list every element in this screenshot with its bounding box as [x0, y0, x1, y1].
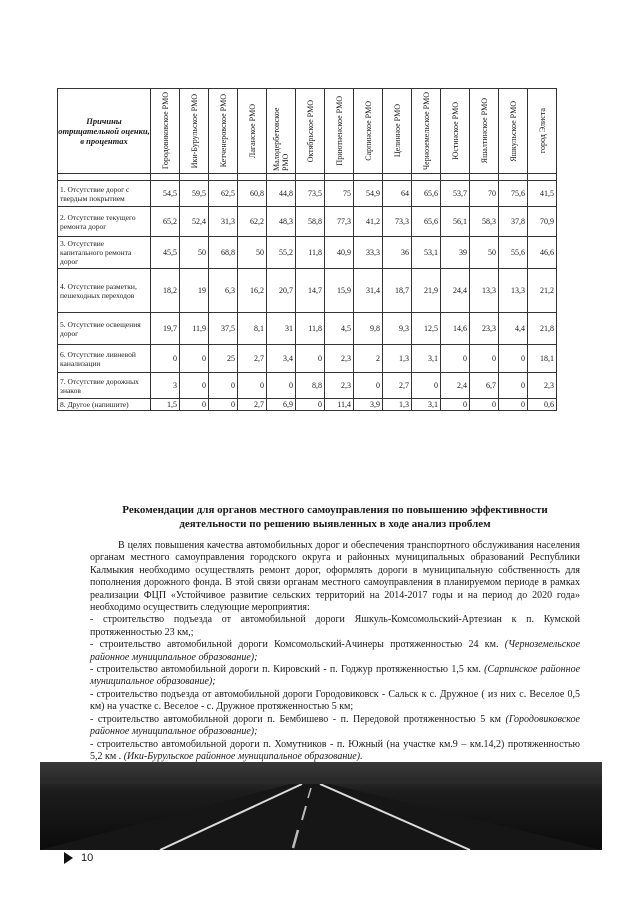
- value-cell: 0: [296, 345, 325, 373]
- municipality-header: [238, 89, 267, 174]
- value-cell: 56,1: [441, 207, 470, 237]
- value-cell: 53,7: [441, 181, 470, 207]
- value-cell: 77,3: [325, 207, 354, 237]
- value-cell: 11,8: [296, 313, 325, 345]
- recommendation-text: - строительство подъезда от автомобильной дороги Городовиковск - Сальск к с. Дружное ( из них с. Веселое 0,5 км) на участке с. Веселое - с. Дружное протяженностью 5 км;: [90, 688, 580, 713]
- value-cell: 0: [499, 399, 528, 411]
- recommendation-note: (Черноземельское районное муниципальное образование);: [90, 639, 581, 663]
- value-cell: 33,3: [354, 237, 383, 269]
- value-cell: 3: [151, 373, 180, 399]
- municipality-header: [499, 89, 528, 174]
- recommendation-item: [90, 664, 580, 689]
- value-cell: 68,8: [209, 237, 238, 269]
- value-cell: 54,5: [151, 181, 180, 207]
- value-cell: 21,2: [528, 269, 557, 313]
- value-cell: 4,4: [499, 313, 528, 345]
- value-cell: 41,5: [528, 181, 557, 207]
- municipality-header: [151, 89, 180, 174]
- value-cell: 31,4: [354, 269, 383, 313]
- value-cell: 6,3: [209, 269, 238, 313]
- value-cell: 0: [354, 373, 383, 399]
- recommendation-text: - строительство автомобильной дороги п. Бембишево - п. Передовой протяженностью 5 км: [90, 713, 501, 725]
- value-cell: 1,3: [383, 345, 412, 373]
- municipality-label: Черноземельское РМО: [421, 91, 431, 170]
- municipality-label: Яшкульское РМО: [508, 100, 518, 162]
- value-cell: 58,8: [296, 207, 325, 237]
- municipality-header: [325, 89, 354, 174]
- recommendation-item: [90, 739, 580, 764]
- value-cell: 70: [470, 181, 499, 207]
- table-row: [58, 269, 557, 313]
- municipality-label: Целинное РМО: [392, 104, 402, 158]
- municipality-label: Юстинское РМО: [450, 102, 460, 160]
- municipality-header: [296, 89, 325, 174]
- value-cell: 62,5: [209, 181, 238, 207]
- separator-cell: [238, 174, 267, 181]
- municipality-label: Октябрьское РМО: [305, 99, 315, 163]
- value-cell: 73,5: [296, 181, 325, 207]
- value-cell: 50: [180, 237, 209, 269]
- municipality-header: [528, 89, 557, 174]
- value-cell: 0: [499, 373, 528, 399]
- table-row: [58, 207, 557, 237]
- separator-cell: [180, 174, 209, 181]
- reason-cell: 6. Отсутствие ливневой канализации: [58, 345, 151, 373]
- value-cell: 2,3: [325, 373, 354, 399]
- value-cell: 6,7: [470, 373, 499, 399]
- value-cell: 39: [441, 237, 470, 269]
- recommendation-text: - строительство автомобильной дороги п. Кировский - п. Годжур протяженностью 1,5 км.: [90, 664, 481, 676]
- reason-cell: 3. Отсутствие капитального ремонта дорог: [58, 237, 151, 269]
- value-cell: 11,9: [180, 313, 209, 345]
- separator-cell: [412, 174, 441, 181]
- value-cell: 0: [470, 345, 499, 373]
- value-cell: 18,7: [383, 269, 412, 313]
- value-cell: 13,3: [470, 269, 499, 313]
- value-cell: 46,6: [528, 237, 557, 269]
- value-cell: 4,5: [325, 313, 354, 345]
- municipality-label: город Элиста: [537, 108, 547, 154]
- value-cell: 8,1: [238, 313, 267, 345]
- recommendations-title: Рекомендации для органов местного самоуправления по повышению эффективности деятельности по решению выявленных в ходе анализ проблем: [122, 504, 548, 530]
- recommendation-note: (Ики-Бурульское районное муниципальное образование).: [123, 750, 363, 762]
- table-corner-label: Причины отрицательной оценки, в процентах: [58, 89, 151, 174]
- value-cell: 13,3: [499, 269, 528, 313]
- value-cell: 0: [441, 399, 470, 411]
- municipality-label: Сарпинское РМО: [363, 101, 373, 161]
- value-cell: 3,9: [354, 399, 383, 411]
- value-cell: 31: [267, 313, 296, 345]
- recommendation-item: [90, 714, 580, 739]
- municipality-label: Яшалтинское РМО: [479, 98, 489, 164]
- municipality-header: [209, 89, 238, 174]
- municipality-header: [470, 89, 499, 174]
- recommendations-intro: В целях повышения качества автомобильных дорог и обеспечения транспортного обслуживания населения органам местного самоуправления городского округа и районных муниципальных образований Республики Калмыкия необходимо осуществлять ремонт дорог, оформлять дороги в муниципальную собственность для пополнения дорожного фонда. В этой связи органам местного самоуправления в планируемом периоде в рамках реализации ФЦП «Устойчивое развитие сельских территорий на 2014-2017 годы и на период до 2020 года» необходимо осуществить следующие мероприятия:: [90, 540, 580, 614]
- reason-cell: 7. Отсутствие дорожных знаков: [58, 373, 151, 399]
- value-cell: 11,8: [296, 237, 325, 269]
- value-cell: 54,9: [354, 181, 383, 207]
- survey-results-table: [57, 88, 557, 411]
- municipality-label: Ики-Бурульское РМО: [189, 93, 199, 169]
- value-cell: 59,5: [180, 181, 209, 207]
- value-cell: 3,1: [412, 399, 441, 411]
- separator-cell: [296, 174, 325, 181]
- value-cell: 75: [325, 181, 354, 207]
- value-cell: 19: [180, 269, 209, 313]
- separator-cell: [441, 174, 470, 181]
- value-cell: 6,9: [267, 399, 296, 411]
- value-cell: 70,9: [528, 207, 557, 237]
- value-cell: 55,2: [267, 237, 296, 269]
- road-photo-banner: [40, 762, 602, 850]
- value-cell: 14,6: [441, 313, 470, 345]
- value-cell: 12,5: [412, 313, 441, 345]
- value-cell: 65,6: [412, 207, 441, 237]
- value-cell: 40,9: [325, 237, 354, 269]
- value-cell: 2,7: [238, 345, 267, 373]
- table-row: [58, 399, 557, 411]
- value-cell: 18,2: [151, 269, 180, 313]
- value-cell: 25: [209, 345, 238, 373]
- value-cell: 62,2: [238, 207, 267, 237]
- value-cell: 21,9: [412, 269, 441, 313]
- value-cell: 31,3: [209, 207, 238, 237]
- value-cell: 0: [267, 373, 296, 399]
- value-cell: 58,3: [470, 207, 499, 237]
- municipality-label: Лаганское РМО: [247, 103, 257, 159]
- table-row: [58, 181, 557, 207]
- recommendations-body: [90, 540, 580, 763]
- value-cell: 50: [470, 237, 499, 269]
- recommendation-item: [90, 689, 580, 714]
- recommendation-item: [90, 639, 580, 664]
- value-cell: 53,1: [412, 237, 441, 269]
- table-row: [58, 345, 557, 373]
- value-cell: 75,6: [499, 181, 528, 207]
- value-cell: 0: [296, 399, 325, 411]
- value-cell: 50: [238, 237, 267, 269]
- value-cell: 0,6: [528, 399, 557, 411]
- page-number: 10: [81, 852, 94, 864]
- value-cell: 0: [180, 373, 209, 399]
- value-cell: 0: [499, 345, 528, 373]
- municipality-header: [180, 89, 209, 174]
- separator-cell: [528, 174, 557, 181]
- value-cell: 41,2: [354, 207, 383, 237]
- table-separator-row: [58, 174, 557, 181]
- value-cell: 0: [180, 345, 209, 373]
- recommendation-text: - строительство подъезда от автомобильной дороги Яшкуль-Комсомольский-Артезиан к п. Кумской протяженностью 23 км,;: [90, 614, 580, 638]
- municipality-label: Городовиковское РМО: [160, 92, 170, 170]
- reason-cell: 2. Отсутствие текущего ремонта дорог: [58, 207, 151, 237]
- road-photo: [40, 762, 602, 850]
- value-cell: 65,2: [151, 207, 180, 237]
- recommendation-text: - строительство автомобильной дороги Комсомольский-Ачинеры протяженностью 24 км.: [90, 639, 499, 651]
- value-cell: 64: [383, 181, 412, 207]
- value-cell: 0: [412, 373, 441, 399]
- separator-cell: [470, 174, 499, 181]
- value-cell: 36: [383, 237, 412, 269]
- value-cell: 8,8: [296, 373, 325, 399]
- recommendations-list: [90, 614, 580, 763]
- value-cell: 0: [209, 399, 238, 411]
- separator-cell: [383, 174, 412, 181]
- value-cell: 23,3: [470, 313, 499, 345]
- value-cell: 0: [151, 345, 180, 373]
- value-cell: 3,1: [412, 345, 441, 373]
- separator-cell: [267, 174, 296, 181]
- value-cell: 65,6: [412, 181, 441, 207]
- value-cell: 9,8: [354, 313, 383, 345]
- reason-cell: 5. Отсутствие освещения дорог: [58, 313, 151, 345]
- value-cell: 2,3: [325, 345, 354, 373]
- separator-cell: [354, 174, 383, 181]
- table-row: [58, 373, 557, 399]
- municipality-header: [441, 89, 470, 174]
- separator-cell: [58, 174, 151, 181]
- municipality-header: [383, 89, 412, 174]
- value-cell: 9,3: [383, 313, 412, 345]
- page-arrow-icon: [64, 852, 73, 864]
- value-cell: 21,8: [528, 313, 557, 345]
- table-row: [58, 313, 557, 345]
- value-cell: 1,5: [151, 399, 180, 411]
- value-cell: 18,1: [528, 345, 557, 373]
- value-cell: 19,7: [151, 313, 180, 345]
- recommendation-note: (Сарпинское районное муниципальное образование);: [90, 664, 581, 688]
- value-cell: 24,4: [441, 269, 470, 313]
- value-cell: 37,8: [499, 207, 528, 237]
- value-cell: 3,4: [267, 345, 296, 373]
- value-cell: 45,5: [151, 237, 180, 269]
- reason-cell: 4. Отсутствие разметки, пешеходных переходов: [58, 269, 151, 313]
- municipality-label: Приютненское РМО: [334, 96, 344, 166]
- municipality-header: [412, 89, 441, 174]
- value-cell: 52,4: [180, 207, 209, 237]
- separator-cell: [209, 174, 238, 181]
- recommendation-item: [90, 614, 580, 639]
- recommendation-text: - строительство автомобильной дороги п. Хомутников - п. Южный (на участке км.9 – км.14,2) протяженностью 5,2 км .: [90, 738, 580, 762]
- value-cell: 44,8: [267, 181, 296, 207]
- value-cell: 0: [180, 399, 209, 411]
- value-cell: 0: [209, 373, 238, 399]
- value-cell: 15,9: [325, 269, 354, 313]
- value-cell: 60,8: [238, 181, 267, 207]
- municipality-header: [354, 89, 383, 174]
- value-cell: 0: [470, 399, 499, 411]
- value-cell: 55,6: [499, 237, 528, 269]
- value-cell: 16,2: [238, 269, 267, 313]
- value-cell: 2,7: [383, 373, 412, 399]
- value-cell: 0: [238, 373, 267, 399]
- value-cell: 20,7: [267, 269, 296, 313]
- municipality-label: Кетченеровское РМО: [218, 94, 228, 168]
- value-cell: 73,3: [383, 207, 412, 237]
- reason-cell: 8. Другое (напишите): [58, 399, 151, 411]
- value-cell: 1,3: [383, 399, 412, 411]
- reason-cell: 1. Отсутствие дорог с твердым покрытием: [58, 181, 151, 207]
- value-cell: 2: [354, 345, 383, 373]
- table-header-row: [58, 89, 557, 174]
- value-cell: 2,4: [441, 373, 470, 399]
- recommendation-note: (Городовиковское районное муниципальное образование);: [90, 713, 580, 738]
- value-cell: 11,4: [325, 399, 354, 411]
- page-footer: [64, 852, 93, 864]
- value-cell: 2,3: [528, 373, 557, 399]
- separator-cell: [325, 174, 354, 181]
- value-cell: 37,5: [209, 313, 238, 345]
- separator-cell: [151, 174, 180, 181]
- value-cell: 14,7: [296, 269, 325, 313]
- municipality-label: Малодербетовское РМО: [272, 107, 290, 171]
- table-row: [58, 237, 557, 269]
- value-cell: 2,7: [238, 399, 267, 411]
- value-cell: 0: [441, 345, 470, 373]
- separator-cell: [499, 174, 528, 181]
- value-cell: 48,3: [267, 207, 296, 237]
- municipality-header: [267, 89, 296, 174]
